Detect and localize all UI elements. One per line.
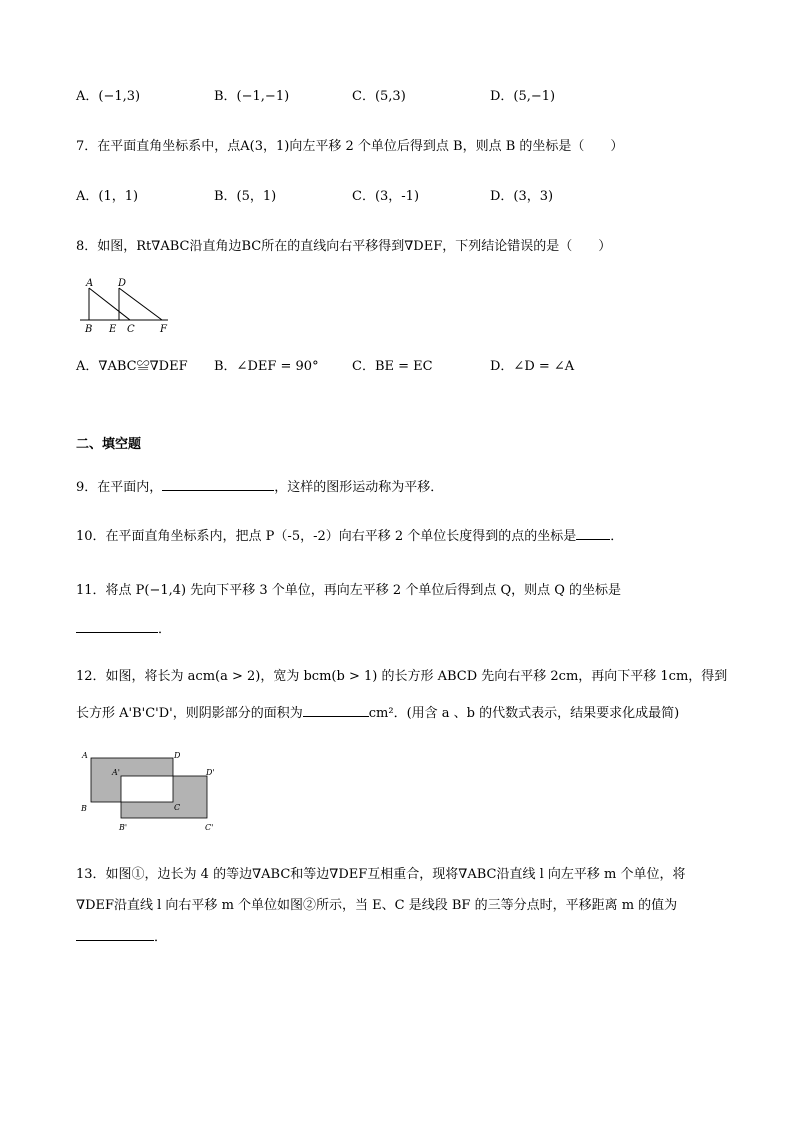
q12-answer-blank[interactable] [303,704,369,717]
q12-label-d1: D' [206,768,215,777]
section-heading: 二、填空题 [76,437,142,452]
q8-stem: 8．如图，Rt∇ABC沿直角边BC所在的直线向右平移得到∇DEF，下列结论错误的是（ ） [76,239,612,254]
q7-stem: 7．在平面直角坐标系中，点A(3，1)向左平移 2 个单位后得到点 B，则点 B 的坐标是（ ） [76,139,624,154]
q13-answer-blank[interactable] [76,928,154,941]
q8-label-e: E [109,324,117,335]
q11-end: ． [158,622,172,637]
q7-option-b: B．(5，1) [214,189,277,204]
q8-label-f: F [160,324,167,335]
q6-option-a: A．(−1,3) [76,89,141,104]
q8-option-a: A．∇ABC≌∇DEF [76,359,188,374]
q12-label-c: C [174,803,181,812]
q8-option-d: D．∠D = ∠A [490,359,575,374]
q12-label-a: A [82,751,88,760]
q13-line1: 13．如图①，边长为 4 的等边∇ABC和等边∇DEF互相重合，现将∇ABC沿直线 l 向左平移 m 个单位，将 [76,867,686,882]
q7-option-c: C．(3，-1) [352,189,420,204]
q12-label-b1: B' [119,823,128,832]
q10-before: 10．在平面直角坐标系内，把点 P（-5，-2）向右平移 2 个单位长度得到的点的坐标是 [76,529,577,544]
q8-label-c: C [127,324,135,335]
q6-option-d: D．(5,−1) [490,89,556,104]
q11-line2 [76,620,171,639]
q10-text [76,527,623,546]
q6-option-c: C．(5,3) [352,89,406,104]
q10-answer-blank[interactable] [576,527,610,540]
q8-option-b: B．∠DEF = 90° [214,359,319,374]
q13-line2: ∇DEF沿直线 l 向右平移 m 个单位如图②所示，当 E、C 是线段 BF 的三等分点时，平移距离 m 的值为 [76,898,678,913]
q12-label-d: D [174,751,181,760]
q8-label-b: B [85,324,93,335]
q12-figure [78,748,218,838]
q6-option-b: B．(−1,−1) [214,89,290,104]
q12-label-c1: C' [205,823,214,832]
q8-label-d: D [118,278,127,289]
q8-option-c: C．BE = EC [352,359,433,374]
q13-end: ． [154,930,168,945]
q12-line1: 12．如图，将长为 acm(a > 2)，宽为 bcm(b > 1) 的长方形 ABCD 先向右平移 2cm，再向下平移 1cm，得到 [76,669,728,684]
q7-option-d: D．(3，3) [490,189,554,204]
q9-after: ，这样的图形运动称为平移． [274,480,444,495]
q7-option-a: A．(1，1) [76,189,139,204]
q12-shaded-region [91,758,207,818]
q12-line2-before: 长方形 A'B'C'D'，则阴影部分的面积为 [76,706,303,721]
q9-text [76,478,443,497]
q12-line2-after: cm²．(用含 a 、b 的代数式表示，结果要求化成最简) [368,706,680,721]
q12-label-b: B [81,804,87,813]
q11-answer-blank[interactable] [76,620,158,633]
q11-line1: 11．将点 P(−1,4) 先向下平移 3 个单位，再向左平移 2 个单位后得到点 Q，则点 Q 的坐标是 [76,583,622,598]
q8-figure [76,274,176,336]
q12-line2 [76,704,679,723]
q10-after: ． [610,529,624,544]
q12-label-a1: A' [112,768,120,777]
q9-before: 9．在平面内， [76,480,163,495]
q8-label-a: A [86,278,94,289]
q13-line3 [76,928,167,947]
q9-answer-blank[interactable] [162,478,274,491]
